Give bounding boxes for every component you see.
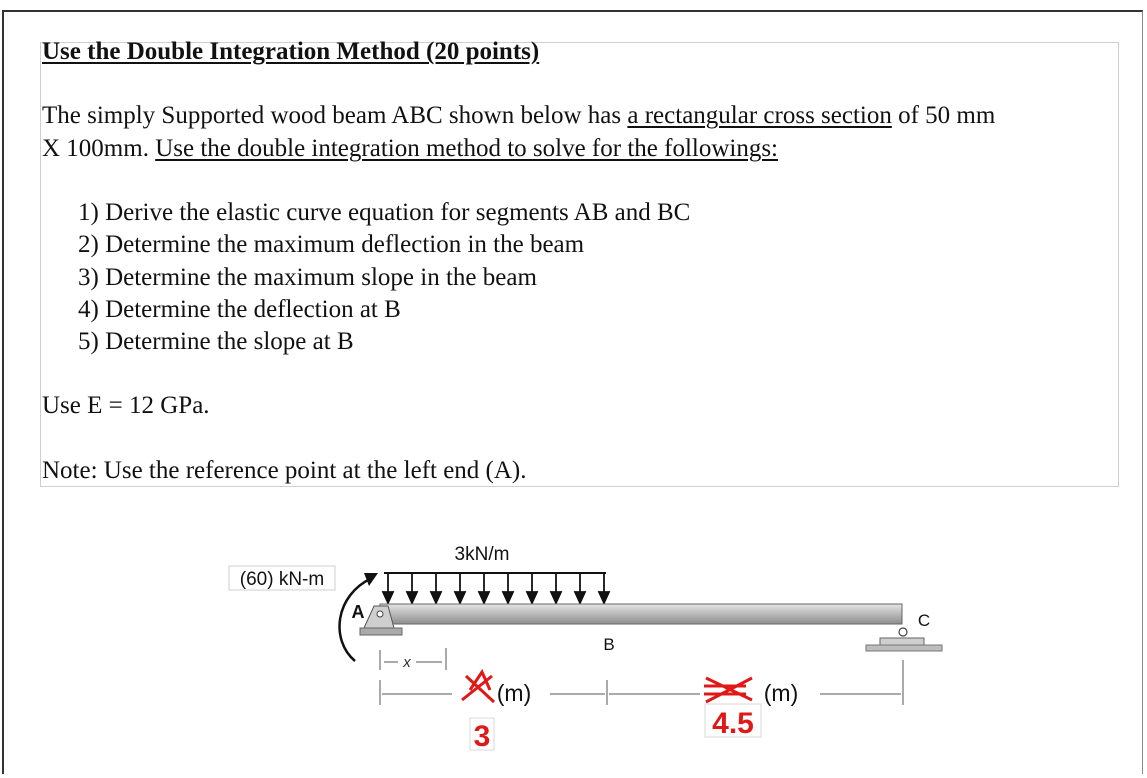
- reference-note: Note: Use the reference point at the left end (A).: [42, 457, 527, 484]
- unit-bc: (m): [763, 680, 799, 706]
- roller-support-c: [880, 638, 924, 645]
- new-length-bc: 4.5: [712, 707, 754, 740]
- task-number: 5): [78, 328, 99, 355]
- intro-text: of 50 mm: [891, 102, 996, 129]
- unit-ab: (m): [496, 680, 532, 706]
- task-text: Derive the elastic curve equation for segments AB and BC: [105, 199, 691, 226]
- beam: [380, 604, 902, 624]
- modulus-statement: Use E = 12 GPa.: [42, 392, 210, 419]
- roller-c: [899, 628, 907, 636]
- distributed-load-arrows: [383, 573, 609, 603]
- task-number: 3): [78, 264, 99, 291]
- crossed-out-length-ab: [462, 672, 494, 702]
- task-number: 4): [78, 296, 99, 323]
- point-c-label: C: [917, 611, 931, 630]
- x-dim-label: x: [403, 654, 411, 671]
- cross-section-phrase: a rectangular cross section: [627, 102, 892, 129]
- task-text: Determine the maximum deflection in the beam: [105, 231, 585, 258]
- moment-label: (60) kN-m: [239, 569, 325, 590]
- intro-text: The simply Supported wood beam ABC shown below has: [42, 102, 628, 129]
- ground-c: [866, 645, 942, 651]
- problem-title: Use the Double Integration Method (20 points): [42, 38, 540, 65]
- task-number: 1): [78, 199, 99, 226]
- task-text: Determine the deflection at B: [105, 296, 401, 323]
- new-length-ab: 3: [473, 720, 491, 753]
- task-text: Determine the slope at B: [105, 328, 354, 355]
- ground-a: [360, 628, 402, 635]
- intro-text: X 100mm.: [42, 135, 156, 162]
- task-text: Determine the maximum slope in the beam: [105, 264, 537, 291]
- task-number: 2): [78, 231, 99, 258]
- method-phrase: Use the double integration method to solve for the followings:: [155, 135, 779, 162]
- load-label: 3kN/m: [454, 544, 510, 565]
- moment-arrowhead: [364, 573, 378, 586]
- point-b-label: B: [603, 635, 615, 654]
- pin-a-hinge: [377, 611, 383, 617]
- point-a-label: A: [351, 602, 365, 622]
- crossed-out-length-bc: [704, 678, 752, 702]
